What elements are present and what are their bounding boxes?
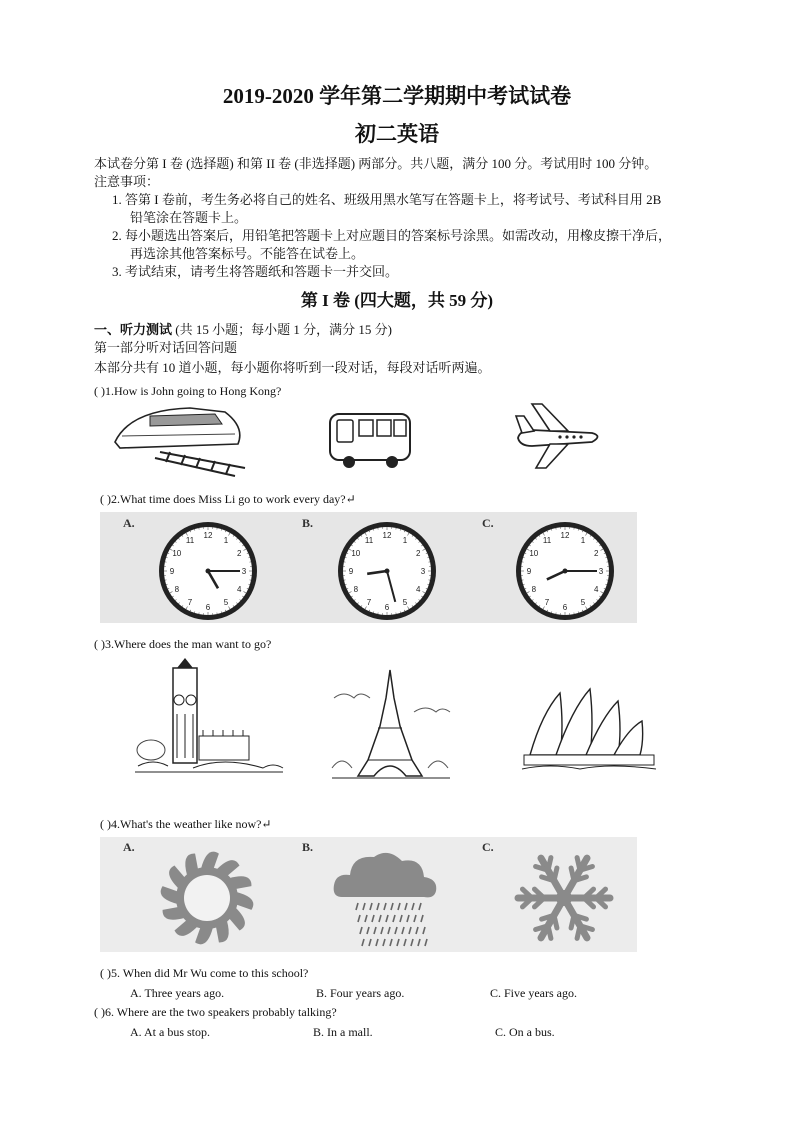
clock-numeral: 2 [236, 549, 242, 558]
clock-numeral: 12 [560, 531, 570, 540]
question-2: ( )2.What time does Miss Li go to work every day?↵ [100, 492, 356, 506]
clock-numeral: 3 [241, 567, 247, 576]
option-label-b: B. [302, 516, 314, 530]
option-label-b: B. [302, 840, 314, 854]
clock-numeral: 5 [223, 598, 229, 608]
clock-numeral: 5 [402, 598, 408, 608]
clock-icon [514, 520, 616, 622]
clock-numeral: 1 [402, 535, 408, 545]
notice-item-3: 3. 考试结束，请考生将答题纸和答题卡一并交回。 [112, 264, 399, 279]
part1-note: (共 15 小题；每小题 1 分，满分 15 分) [175, 322, 392, 337]
clock-numeral: 2 [593, 549, 599, 558]
bus-icon [327, 410, 413, 470]
train-icon [110, 402, 250, 477]
notice-item-1-cont: 铅笔涂在答题卡上。 [130, 210, 248, 225]
clock-numeral: 9 [526, 567, 532, 576]
clock-numeral: 12 [203, 531, 213, 540]
clock-numeral: 11 [542, 535, 552, 545]
part1-heading [94, 321, 392, 339]
clock-numeral: 4 [415, 585, 421, 594]
clock-numeral: 3 [420, 567, 426, 576]
q6-option-a: A. At a bus stop. [130, 1025, 211, 1039]
clock-numeral: 6 [205, 603, 211, 612]
notice-title: 注意事项： [94, 174, 160, 189]
clock-numeral: 6 [562, 603, 568, 612]
clock-numeral: 8 [531, 585, 537, 594]
notice-item-2: 2. 每小题选出答案后，用铅笔把答题卡上对应题目的答案标号涂黑。如需改动，用橡皮擦干净后， [112, 228, 672, 243]
sydney-opera-house-icon [520, 683, 658, 773]
question-5: ( )5. When did Mr Wu come to this school? [100, 966, 309, 980]
clock-numeral: 8 [174, 585, 180, 594]
clock-numeral: 6 [384, 603, 390, 612]
clock-numeral: 9 [169, 567, 175, 576]
sun-icon [155, 846, 259, 950]
clock-numeral: 1 [580, 535, 586, 545]
clock-numeral: 5 [580, 598, 586, 608]
airplane-icon [510, 400, 605, 472]
clock-numeral: 7 [544, 598, 550, 608]
clock-numeral: 10 [529, 549, 539, 558]
rain-cloud-icon [330, 845, 440, 953]
notice-item-1: 1. 答第 I 卷前，考生务必将自己的姓名、班级用黑水笔写在答题卡上，将考试号、考试科目用 2B [112, 192, 662, 207]
clock-icon [336, 520, 438, 622]
question-3: ( )3.Where does the man want to go? [94, 637, 272, 651]
clock-numeral: 1 [223, 535, 229, 545]
section-title: 第 I 卷 (四大题，共 59 分) [300, 291, 494, 310]
clock-numeral: 4 [236, 585, 242, 594]
clock-numeral: 7 [366, 598, 372, 608]
clock-numeral: 2 [415, 549, 421, 558]
clock-numeral: 8 [353, 585, 359, 594]
clock-icon [157, 520, 259, 622]
clock-numeral: 12 [382, 531, 392, 540]
sub-desc: 本部分共有 10 道小题，每小题你将听到一段对话，每段对话听两遍。 [94, 360, 491, 375]
clock-numeral: 4 [593, 585, 599, 594]
clock-numeral: 10 [172, 549, 182, 558]
exam-subject: 初二英语 [355, 122, 439, 146]
snowflake-icon [512, 846, 616, 950]
clock-numeral: 3 [598, 567, 604, 576]
clock-numeral: 10 [351, 549, 361, 558]
q6-option-b: B. In a mall. [313, 1025, 373, 1039]
q6-option-c: C. On a bus. [495, 1025, 555, 1039]
question-6: ( )6. Where are the two speakers probably talking? [94, 1005, 337, 1019]
option-label-c: C. [482, 516, 494, 530]
option-label-a: A. [123, 516, 135, 530]
notice-item-2-cont: 再选涂其他答案标号。不能答在试卷上。 [130, 246, 365, 261]
sub-title: 第一部分听对话回答问题 [94, 340, 238, 355]
option-label-a: A. [123, 840, 135, 854]
q5-option-c: C. Five years ago. [490, 986, 577, 1000]
clock-numeral: 7 [187, 598, 193, 608]
q5-option-b: B. Four years ago. [316, 986, 405, 1000]
question-1: ( )1.How is John going to Hong Kong? [94, 384, 282, 398]
intro-line: 本试卷分第 I 卷 (选择题) 和第 II 卷 (非选择题) 两部分。共八题，满分 100 分。考试用时 100 分钟。 [94, 156, 658, 171]
clock-numeral: 11 [185, 535, 195, 545]
part1-title: 一、听力测试 [94, 322, 173, 337]
exam-title: 2019-2020 学年第二学期期中考试试卷 [222, 84, 572, 108]
clock-numeral: 11 [364, 535, 374, 545]
clock-numeral: 9 [348, 567, 354, 576]
option-label-c: C. [482, 840, 494, 854]
eiffel-tower-icon [330, 668, 452, 780]
q5-option-a: A. Three years ago. [130, 986, 225, 1000]
big-ben-icon [133, 658, 285, 776]
question-4: ( )4.What's the weather like now?↵ [100, 817, 272, 831]
